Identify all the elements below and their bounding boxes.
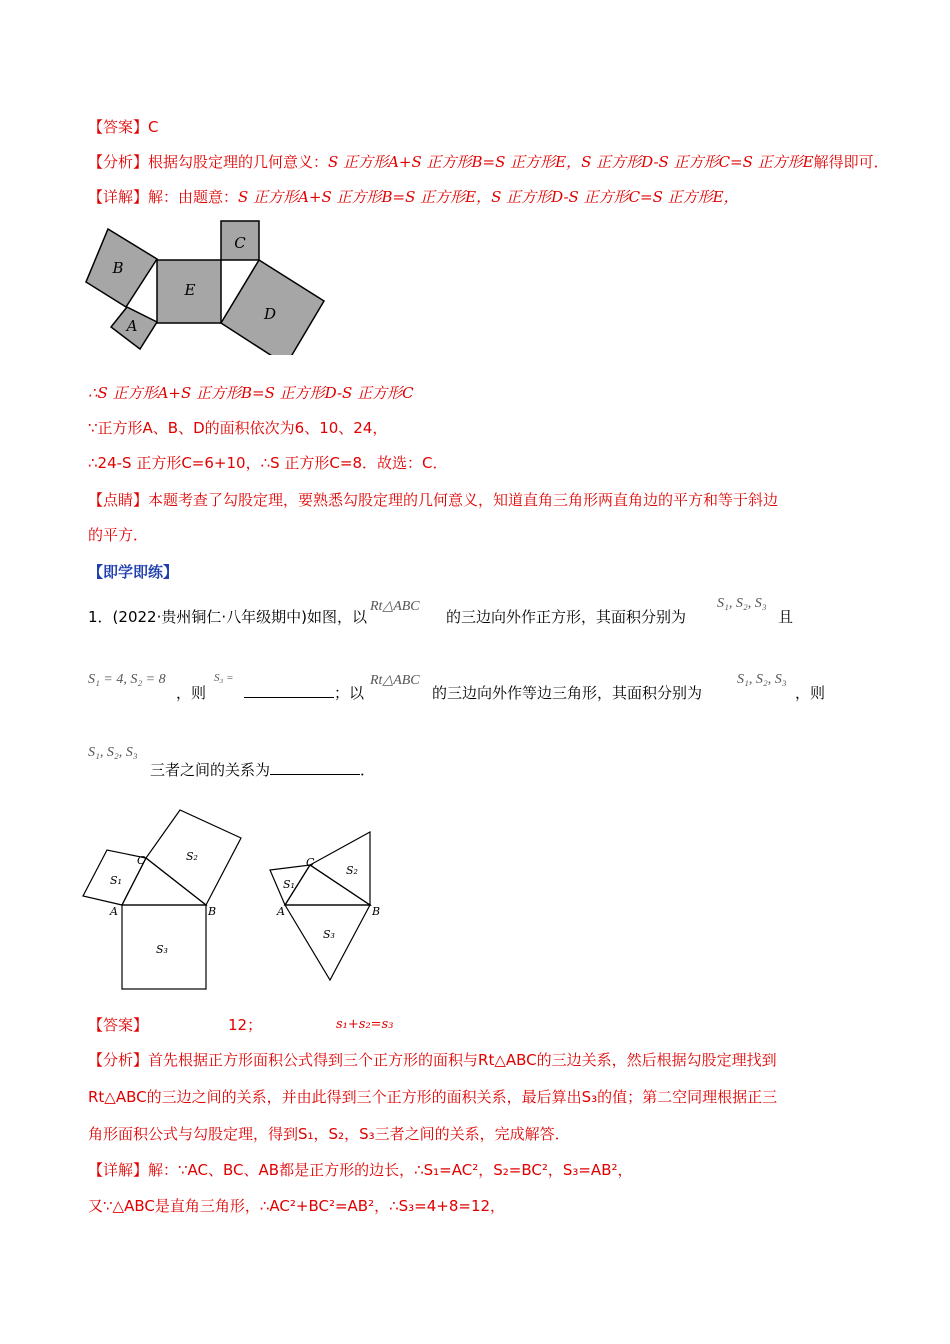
solution-analysis-3: 角形面积公式与勾股定理，得到S₁，S₂，S₃三者之间的关系，完成解答．	[88, 1125, 570, 1143]
blank-2[interactable]	[270, 760, 360, 775]
analysis-formula: S 正方形A+S 正方形B=S 正方形E，S 正方形D-S 正方形C=S 正方形E	[328, 153, 814, 171]
solution-analysis-1: 【分析】首先根据正方形面积公式得到三个正方形的面积与Rt△ABC的三边关系，然后根据勾股定理找到	[88, 1051, 777, 1069]
label-s2-right: S₂	[346, 864, 358, 877]
solution-ans1: 12；	[228, 1016, 263, 1034]
comment-line-2: 的平方．	[88, 526, 149, 544]
analysis-tag: 【分析】	[88, 153, 149, 171]
section-title: 【即学即练】	[88, 563, 179, 581]
s3-label: S₃ =	[214, 672, 234, 684]
figure-problem	[80, 800, 400, 1000]
label-d: D	[263, 305, 277, 323]
figure-squares	[80, 215, 330, 355]
comment-tag: 【点睛】	[88, 491, 149, 509]
label-a-left: A	[110, 905, 118, 918]
solution-answer-line: 【答案】	[88, 1016, 149, 1034]
solution-detail-2: 又∵△ABC是直角三角形，∴AC²+BC²=AB²，∴S₃=4+8=12，	[88, 1197, 506, 1215]
label-b-left: B	[208, 905, 217, 918]
answer-value: C	[148, 118, 159, 136]
triangle-s2	[310, 832, 370, 905]
label-s2-left: S₂	[186, 850, 198, 863]
comment-line: 【点睛】本题考查了勾股定理，要熟悉勾股定理的几何意义，知道直角三角形两直角边的平方和等于斜边	[88, 491, 779, 509]
label-b-right: B	[372, 905, 381, 918]
label-s3-right: S₃	[323, 928, 335, 941]
step3: ∴24-S 正方形C=6+10，∴S 正方形C=8．故选：C．	[88, 454, 448, 472]
label-c-right: C	[306, 856, 315, 869]
label-c: C	[234, 234, 246, 252]
label-s1-right: S₁	[283, 878, 295, 891]
label-a-right: A	[277, 905, 285, 918]
answer-tag: 【答案】	[88, 118, 149, 136]
rt-abc-2: Rt△ABC	[370, 673, 420, 688]
label-s1-left: S₁	[110, 874, 122, 887]
label-c-left: C	[137, 854, 146, 867]
label-e: E	[184, 281, 196, 299]
blank-1[interactable]	[244, 683, 334, 698]
problem-line-1c: 且	[778, 608, 794, 626]
solution-detail-1: 【详解】解：∵AC、BC、AB都是正方形的边长，∴S₁=AC²，S₂=BC²，S₃=AB²，	[88, 1161, 633, 1179]
label-s3-left: S₃	[156, 943, 168, 956]
problem-line-1: 1．(2022·贵州铜仁·八年级期中)如图，以	[88, 608, 367, 626]
rt-abc-1: Rt△ABC	[370, 599, 420, 614]
analysis-line: 【分析】根据勾股定理的几何意义：S 正方形A+S 正方形B=S 正方形E，S 正方形D-S 正方形C=S 正方形E解得即可．	[88, 153, 889, 171]
label-b: B	[112, 259, 124, 277]
given-values: S₁ = 4, S₂ = 8	[88, 672, 166, 687]
solution-analysis-2: Rt△ABC的三边之间的关系，并由此得到三个正方形的面积关系，最后算出S₃的值；第二空同理根据正三	[88, 1088, 778, 1106]
triangle-abc-left	[122, 858, 206, 905]
solution-ans2: s₁+s₂=s₃	[336, 1017, 394, 1032]
detail-tag: 【详解】	[88, 188, 149, 206]
answer-line	[88, 117, 159, 137]
problem-line-1b: 的三边向外作正方形，其面积分别为	[446, 608, 687, 626]
detail-line: 【详解】解：由题意：S 正方形A+S 正方形B=S 正方形E，S 正方形D-S 正方形C=S 正方形E，	[88, 188, 739, 206]
problem-source: (2022·贵州铜仁·八年级期中)	[112, 608, 307, 626]
s123-2: S₁, S₂, S₃	[737, 672, 787, 687]
s123-1: S₁, S₂, S₃	[717, 596, 767, 611]
triangle-s3	[285, 905, 370, 980]
step1: ∴S 正方形A+S 正方形B=S 正方形D-S 正方形C	[88, 384, 414, 402]
label-a: A	[126, 317, 138, 335]
s123-3: S₁, S₂, S₃	[88, 745, 138, 760]
step2: ∵正方形A、B、D的面积依次为6、10、24，	[88, 419, 388, 437]
